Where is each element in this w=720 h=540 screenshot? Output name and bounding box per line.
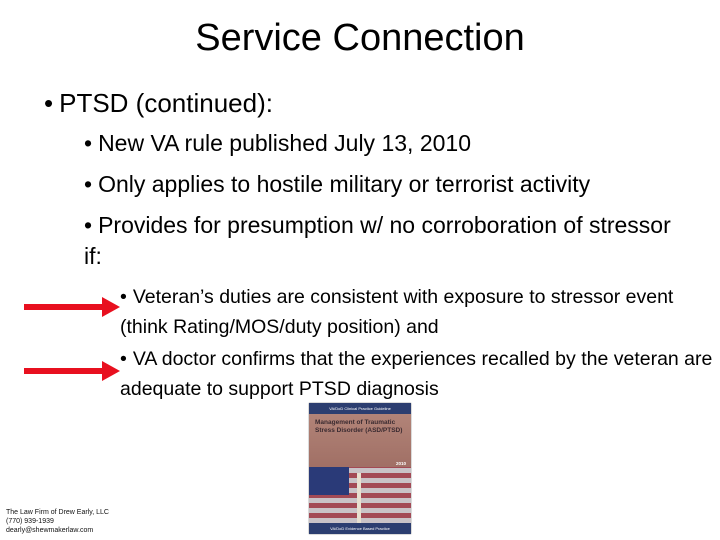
slide-title: Service Connection (195, 17, 525, 59)
footer-firm-name: The Law Firm of Drew Early, LLC (6, 509, 109, 516)
bullet-level2-item (84, 128, 684, 159)
book-year: 2010 (395, 461, 406, 466)
bullet-level2-item (84, 210, 684, 272)
book-header-band: VA/DoD Clinical Practice Guideline (309, 403, 411, 414)
bullet-marker: • (120, 286, 127, 308)
footer-phone: (770) 939-1939 (6, 518, 54, 525)
bullet-level3-text: VA doctor confirms that the experiences recalled by the veteran are adequate to support PTSD diagnosis (120, 348, 713, 400)
bullet-marker: • (44, 88, 54, 118)
bullet-level3-item (120, 344, 715, 404)
guideline-book-cover-image (309, 403, 411, 534)
bullet-level3-item (120, 282, 715, 342)
book-title: Management of Traumatic Stress Disorder (ASD/PTSD) (315, 419, 403, 434)
bullet-level1-text: PTSD (continued): (59, 88, 273, 118)
caduceus-staff-icon (357, 473, 361, 523)
bullet-level2-text: Provides for presumption w/ no corroboration of stressor if: (84, 212, 671, 269)
bullet-level2-text: New VA rule published July 13, 2010 (98, 130, 471, 156)
red-arrow-icon (24, 360, 120, 382)
bullet-marker: • (84, 171, 93, 197)
bullet-marker: • (84, 212, 93, 238)
bullet-marker: • (120, 348, 127, 370)
footer-email: dearly@shewmakerlaw.com (6, 527, 94, 534)
book-footer-band: VA/DoD Evidence Based Practice (309, 523, 411, 534)
footer-contact (6, 508, 156, 535)
bullet-level1 (44, 86, 684, 120)
bullet-level2-text: Only applies to hostile military or terrorist activity (98, 171, 591, 197)
bullet-level3-text: Veteran’s duties are consistent with exposure to stressor event (think Rating/MOS/duty position) and (120, 286, 674, 338)
red-arrow-icon (24, 296, 120, 318)
bullet-marker: • (84, 130, 93, 156)
flag-canton (309, 467, 349, 495)
bullet-level2-item (84, 169, 684, 200)
